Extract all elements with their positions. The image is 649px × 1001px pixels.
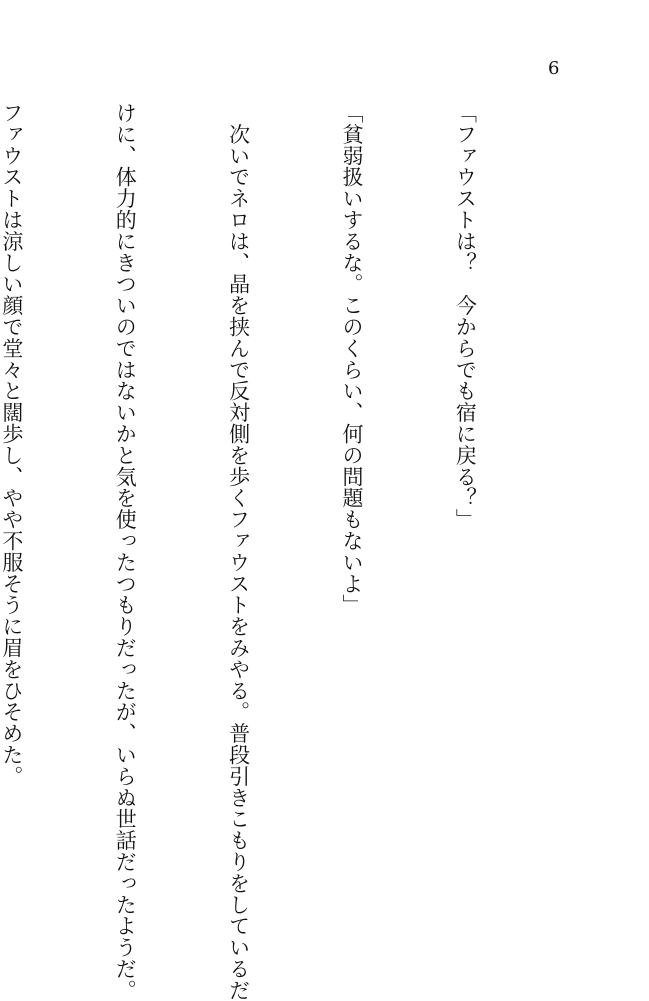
page-number: 6 (548, 58, 560, 79)
text-line: 「貧弱扱いするな。このくらい、何の問題もないよ」 (340, 102, 365, 616)
text-line: 「ファウストは？ 今からでも宿に戻る？」 (453, 102, 478, 530)
text-line: けに、体力的にきついのではないかと気を使ったつもりだったが、いらぬ世話だったようだ。 (113, 102, 138, 1001)
text-line: ファウストは涼しい顔で堂々と闊歩し、やや不服そうに眉をひそめた。 (0, 102, 24, 787)
text-line: 次いでネロは、晶を挟んで反対側を歩くファウストをみやる。普段引きこもりをしているだ (226, 102, 251, 1001)
novel-text-block (0, 102, 559, 1001)
